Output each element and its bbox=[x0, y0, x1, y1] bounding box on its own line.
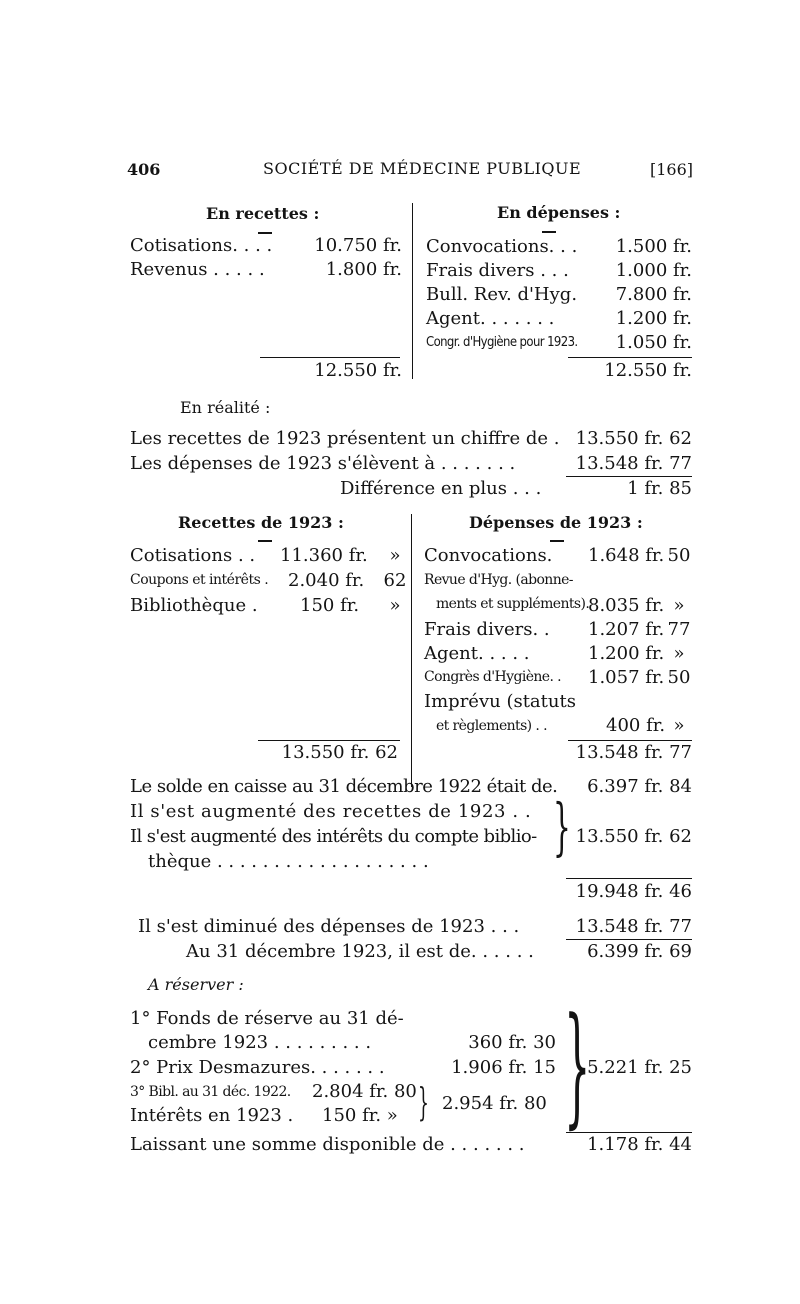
realite-depenses-amount: 13.548 fr. 77 bbox=[575, 453, 692, 474]
depense-1923-amount: 1.200 fr. bbox=[588, 643, 665, 664]
budget-total-depenses: 12.550 fr. bbox=[604, 360, 692, 381]
depense-1923-cents: » bbox=[673, 715, 685, 736]
disponible-amount: 1.178 fr. 44 bbox=[587, 1134, 692, 1155]
total-rule bbox=[258, 740, 400, 741]
depense-1923-amount: 400 fr. bbox=[606, 715, 666, 736]
budget-recette-label: Cotisations. . . . bbox=[130, 235, 273, 256]
total-recettes-1923: 13.550 fr. 62 bbox=[281, 742, 398, 763]
recette-1923-amount: 2.040 fr. bbox=[288, 570, 365, 591]
total-rule bbox=[568, 357, 692, 358]
total-rule bbox=[566, 476, 692, 477]
recette-1923-label: Bibliothèque . bbox=[130, 595, 258, 616]
depense-1923-cents: » bbox=[673, 595, 685, 616]
budget-depense-label: Congr. d'Hygiène pour 1923. bbox=[426, 335, 578, 350]
realite-recettes-amount: 13.550 fr. 62 bbox=[575, 428, 692, 449]
page-number: 406 bbox=[127, 160, 161, 179]
depense-1923-label: Congrès d'Hygiène. . bbox=[424, 669, 562, 685]
budget-depense-amount: 1.200 fr. bbox=[615, 308, 692, 329]
recette-1923-amount: 150 fr. bbox=[300, 595, 360, 616]
solde-1922-text: Le solde en caisse au 31 décembre 1922 était de. bbox=[130, 776, 558, 797]
budget-recette-label: Revenus . . . . . bbox=[130, 259, 265, 280]
recette-1923-label: Coupons et intérêts . bbox=[130, 572, 269, 588]
total-rule bbox=[566, 939, 692, 940]
total-depenses-1923: 13.548 fr. 77 bbox=[575, 742, 692, 763]
column-divider bbox=[412, 203, 413, 379]
depense-1923-label: Convocations. bbox=[424, 545, 553, 566]
budget-depense-amount: 1.050 fr. bbox=[615, 332, 692, 353]
depense-1923-amount: 1.057 fr. bbox=[588, 667, 665, 688]
reserve-item3-line2-amount: 150 fr. » bbox=[322, 1105, 398, 1126]
depense-1923-cents: 77 bbox=[667, 619, 691, 640]
budget-depenses-title: En dépenses : bbox=[497, 203, 621, 222]
diminution-text: Il s'est diminué des dépenses de 1923 . . . bbox=[138, 916, 520, 937]
reserve-item3-total: 2.954 fr. 80 bbox=[442, 1093, 547, 1114]
reserve-item2-amount: 1.906 fr. 15 bbox=[451, 1057, 556, 1078]
augmentation-interets-text-cont: thèque . . . . . . . . . . . . . . . . . . . bbox=[148, 851, 429, 872]
recettes-1923-title: Recettes de 1923 : bbox=[178, 513, 344, 532]
total-rule bbox=[566, 878, 692, 879]
depense-1923-amount: 1.648 fr. bbox=[588, 545, 665, 566]
depense-1923-label: Imprévu (statuts bbox=[424, 691, 576, 712]
depense-1923-amount: 8.035 fr. bbox=[588, 595, 665, 616]
budget-depense-amount: 1.000 fr. bbox=[615, 260, 692, 281]
budget-depense-label: Agent. . . . . . . bbox=[426, 308, 555, 329]
reserve-total-amount: 5.221 fr. 25 bbox=[587, 1057, 692, 1078]
budget-recettes-title: En recettes : bbox=[206, 204, 320, 223]
depense-1923-label: ments et suppléments). bbox=[436, 596, 590, 612]
title-dash bbox=[542, 231, 556, 233]
augmentation-amount: 13.550 fr. 62 bbox=[575, 826, 692, 847]
budget-depense-label: Bull. Rev. d'Hyg. bbox=[426, 284, 578, 305]
reserve-item3-line2: Intérêts en 1923 . bbox=[130, 1105, 294, 1126]
recette-1923-label: Cotisations . . bbox=[130, 545, 256, 566]
subtotal-amount: 19.948 fr. 46 bbox=[575, 881, 692, 902]
difference-text: Différence en plus . . . bbox=[340, 478, 542, 499]
depense-1923-label: et règlements) . . bbox=[436, 718, 547, 734]
budget-depense-label: Frais divers . . . bbox=[426, 260, 569, 281]
budget-recette-amount: 1.800 fr. bbox=[325, 259, 402, 280]
right-brace: } bbox=[418, 1080, 429, 1124]
budget-total-recettes: 12.550 fr. bbox=[314, 360, 402, 381]
running-title: SOCIÉTÉ DE MÉDECINE PUBLIQUE bbox=[263, 159, 582, 178]
reserve-item3-line1: 3° Bibl. au 31 déc. 1922. bbox=[130, 1084, 291, 1100]
recette-1923-amount: 11.360 fr. bbox=[280, 545, 368, 566]
solde-1923-text: Au 31 décembre 1923, il est de. . . . . . bbox=[186, 941, 534, 962]
title-dash bbox=[550, 540, 564, 542]
reserve-heading: A réserver : bbox=[148, 975, 244, 994]
realite-recettes-text: Les recettes de 1923 présentent un chiffre de . bbox=[130, 428, 560, 449]
solde-1923-amount: 6.399 fr. 69 bbox=[587, 941, 692, 962]
total-rule bbox=[566, 1132, 692, 1133]
reserve-item3-line1-amount: 2.804 fr. 80 bbox=[312, 1081, 417, 1102]
bracket-number: [166] bbox=[650, 160, 694, 179]
column-divider bbox=[411, 514, 412, 787]
diminution-amount: 13.548 fr. 77 bbox=[575, 916, 692, 937]
reserve-item1-amount: 360 fr. 30 bbox=[468, 1032, 556, 1053]
augmentation-recettes-text: Il s'est augmenté des recettes de 1923 . . bbox=[130, 801, 532, 822]
solde-1922-amount: 6.397 fr. 84 bbox=[587, 776, 692, 797]
depense-1923-label: Revue d'Hyg. (abonne- bbox=[424, 572, 573, 588]
depense-1923-amount: 1.207 fr. bbox=[588, 619, 665, 640]
recette-1923-cents: » bbox=[389, 595, 401, 616]
depense-1923-cents: 50 bbox=[667, 545, 691, 566]
depenses-1923-title: Dépenses de 1923 : bbox=[469, 513, 643, 532]
disponible-text: Laissant une somme disponible de . . . . . . . bbox=[130, 1134, 525, 1155]
difference-amount: 1 fr. 85 bbox=[627, 478, 692, 499]
right-brace: } bbox=[564, 989, 591, 1141]
recette-1923-cents: » bbox=[389, 545, 401, 566]
budget-depense-label: Convocations. . . bbox=[426, 236, 578, 257]
depense-1923-cents: » bbox=[673, 643, 685, 664]
total-rule bbox=[260, 357, 400, 358]
reserve-item1-line2: cembre 1923 . . . . . . . . . bbox=[148, 1032, 372, 1053]
right-brace: } bbox=[553, 790, 571, 863]
depense-1923-label: Agent. . . . . bbox=[424, 643, 530, 664]
depense-1923-label: Frais divers. . bbox=[424, 619, 550, 640]
realite-heading: En réalité : bbox=[180, 398, 271, 417]
recette-1923-cents: 62 bbox=[383, 570, 407, 591]
total-rule bbox=[568, 740, 692, 741]
reserve-item1-line1: 1° Fonds de réserve au 31 dé- bbox=[130, 1008, 404, 1029]
budget-depense-amount: 1.500 fr. bbox=[615, 236, 692, 257]
budget-depense-amount: 7.800 fr. bbox=[615, 284, 692, 305]
title-dash bbox=[258, 232, 272, 234]
title-dash bbox=[258, 540, 272, 542]
realite-depenses-text: Les dépenses de 1923 s'élèvent à . . . . . . . bbox=[130, 453, 516, 474]
reserve-item2-text: 2° Prix Desmazures. . . . . . . bbox=[130, 1057, 385, 1078]
budget-recette-amount: 10.750 fr. bbox=[314, 235, 402, 256]
augmentation-interets-text: Il s'est augmenté des intérêts du compte biblio- bbox=[130, 826, 537, 847]
depense-1923-cents: 50 bbox=[667, 667, 691, 688]
